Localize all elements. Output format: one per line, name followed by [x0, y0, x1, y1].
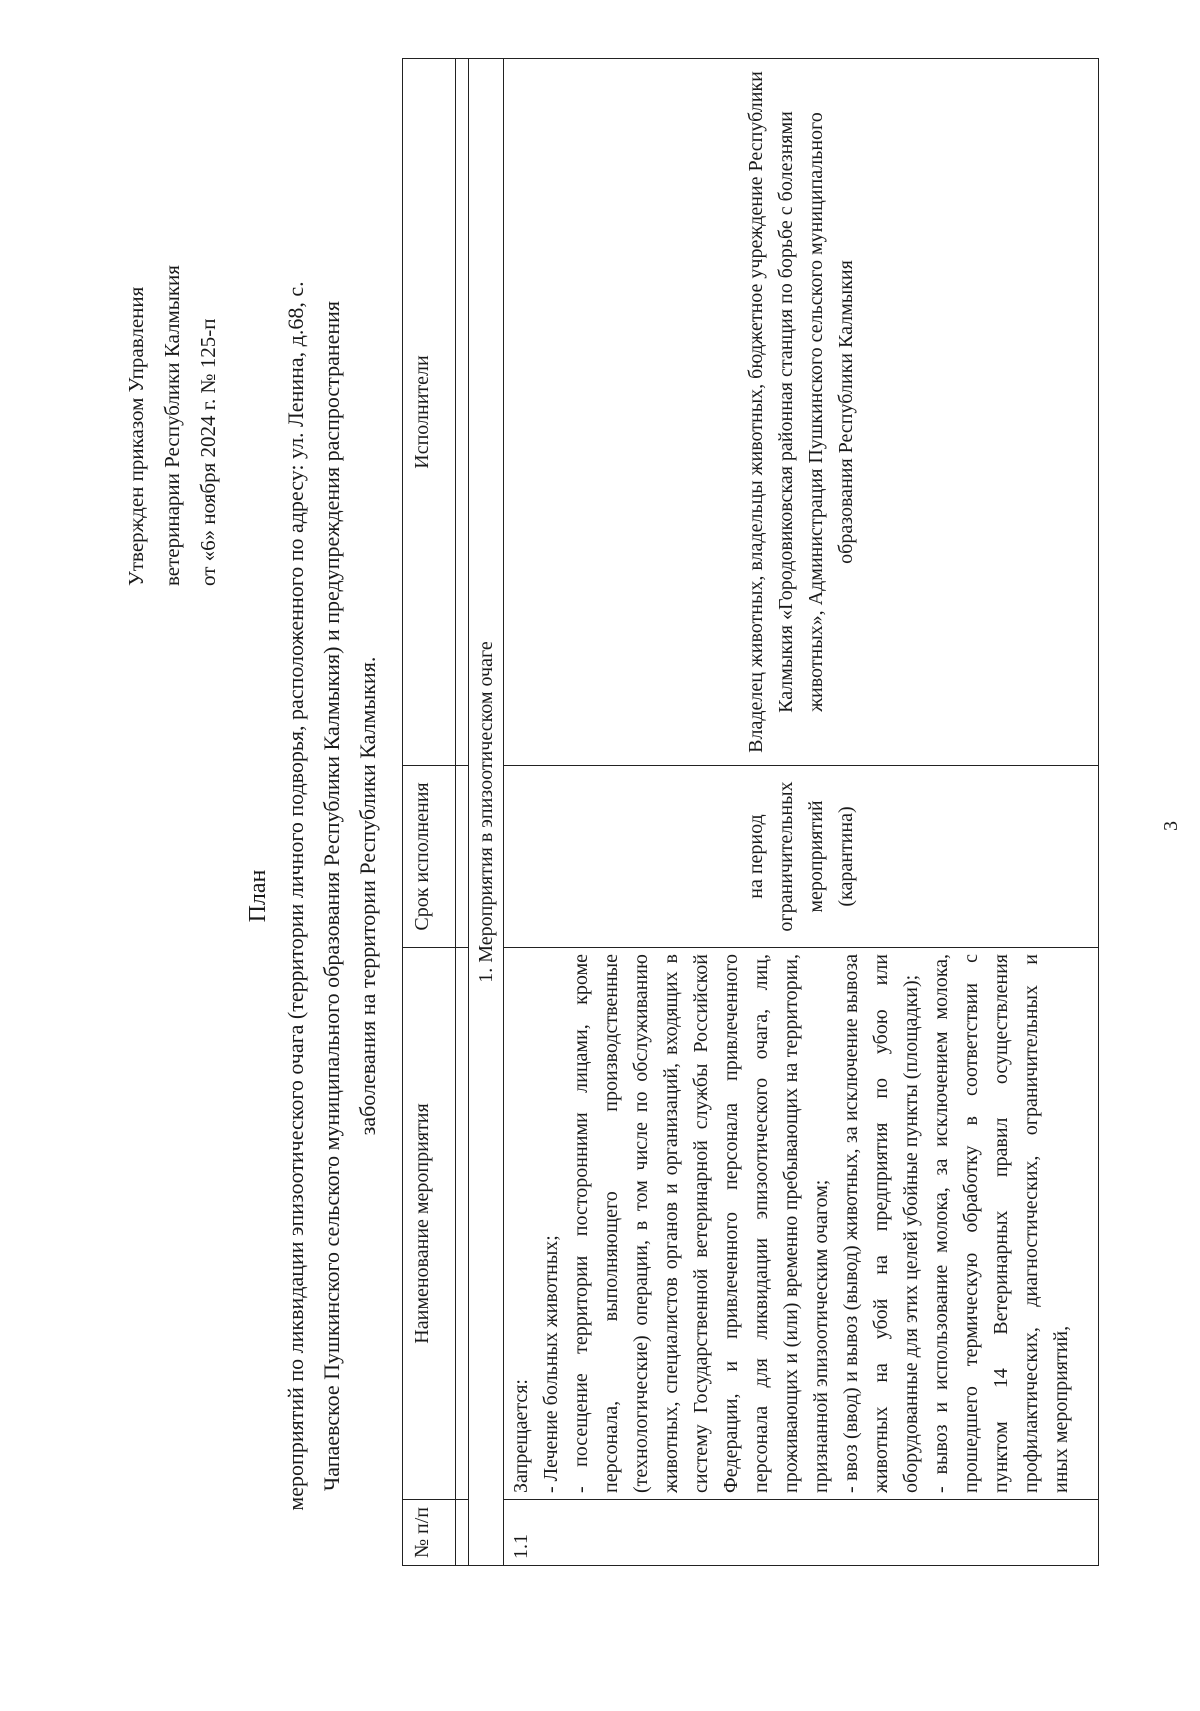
- title-subtitle: мероприятий по ликвидации эпизоотического очага (территории личного подворья, расположенного по адресу: ул. Ленина, д.68, с. Чапаевское Пушкинского сельского муниципального образования Республики Калмыкия) и предупреждения распространения заболевания на территории Республики Калмыкия.: [283, 281, 380, 1511]
- title-plan-word: План: [245, 869, 271, 923]
- document-title: [240, 281, 386, 1511]
- table-header-row: [403, 59, 456, 1566]
- section-title: 1. Мероприятия в эпизоотическом очаге: [469, 59, 504, 1566]
- measure-line: - вывоз и использование молока, за исключением молока, прошедшего термическую обработку в соответствии с пунктом 14 Ветеринарных правил осуществления профилактических, диагностических, ограничительных и иных мероприятий,: [930, 954, 1072, 1493]
- page-number: 3: [1160, 821, 1182, 831]
- header-num: № п/п: [403, 1500, 456, 1566]
- header-name: Наименование мероприятия: [403, 948, 456, 1500]
- row-term: на период ограничительных мероприятий (карантина): [504, 766, 1099, 948]
- approval-line-1: Утвержден приказом Управления: [124, 286, 148, 586]
- measure-line: Запрещается:: [510, 1379, 532, 1493]
- header-term: Срок исполнения: [403, 766, 456, 948]
- plan-table: [402, 58, 1099, 1566]
- measure-line: - посещение территории посторонними лицами, кроме персонала, выполняющего производственные (технологические) операции, в том числе по обслуживанию животных, специалистов органов и организаций, входящих в систему Государственной ветеринарной службы Российской Федерации, и привлеченного персонала привлеченного персонала для ликвидации эпизоотического очага, лиц, проживающих и (или) временно пребывающих на территории, признанной эпизоотическим очагом;: [570, 954, 832, 1493]
- row-measure-text: [504, 948, 1099, 1500]
- row-number: 1.1: [504, 1500, 1099, 1566]
- row-executors: Владелец животных, владельцы животных, бюджетное учреждение Республики Калмыкия «Городовиковская районная станция по борьбе с болезнями животных», Администрация Пушкинского сельского муниципального образования Республики Калмыкия: [504, 59, 1099, 766]
- table-row: [504, 59, 1099, 1566]
- table-section-row: [469, 59, 504, 1566]
- measure-line: - ввоз (ввод) и вывоз (вывод) животных, за исключение вывоза животных на убой на предприятия по убою или оборудованные для этих целей убойные пункты (площадки);: [840, 954, 922, 1493]
- header-executors: Исполнители: [403, 59, 456, 766]
- approval-line-3: от «6» ноября 2024 г. № 125-п: [196, 318, 220, 586]
- approval-line-2: ветеринарии Республики Калмыкия: [160, 265, 184, 586]
- approval-stamp-text: [118, 66, 226, 586]
- table-spacer-row: [456, 59, 469, 1566]
- measure-line: - Лечение больных животных;: [540, 1235, 562, 1493]
